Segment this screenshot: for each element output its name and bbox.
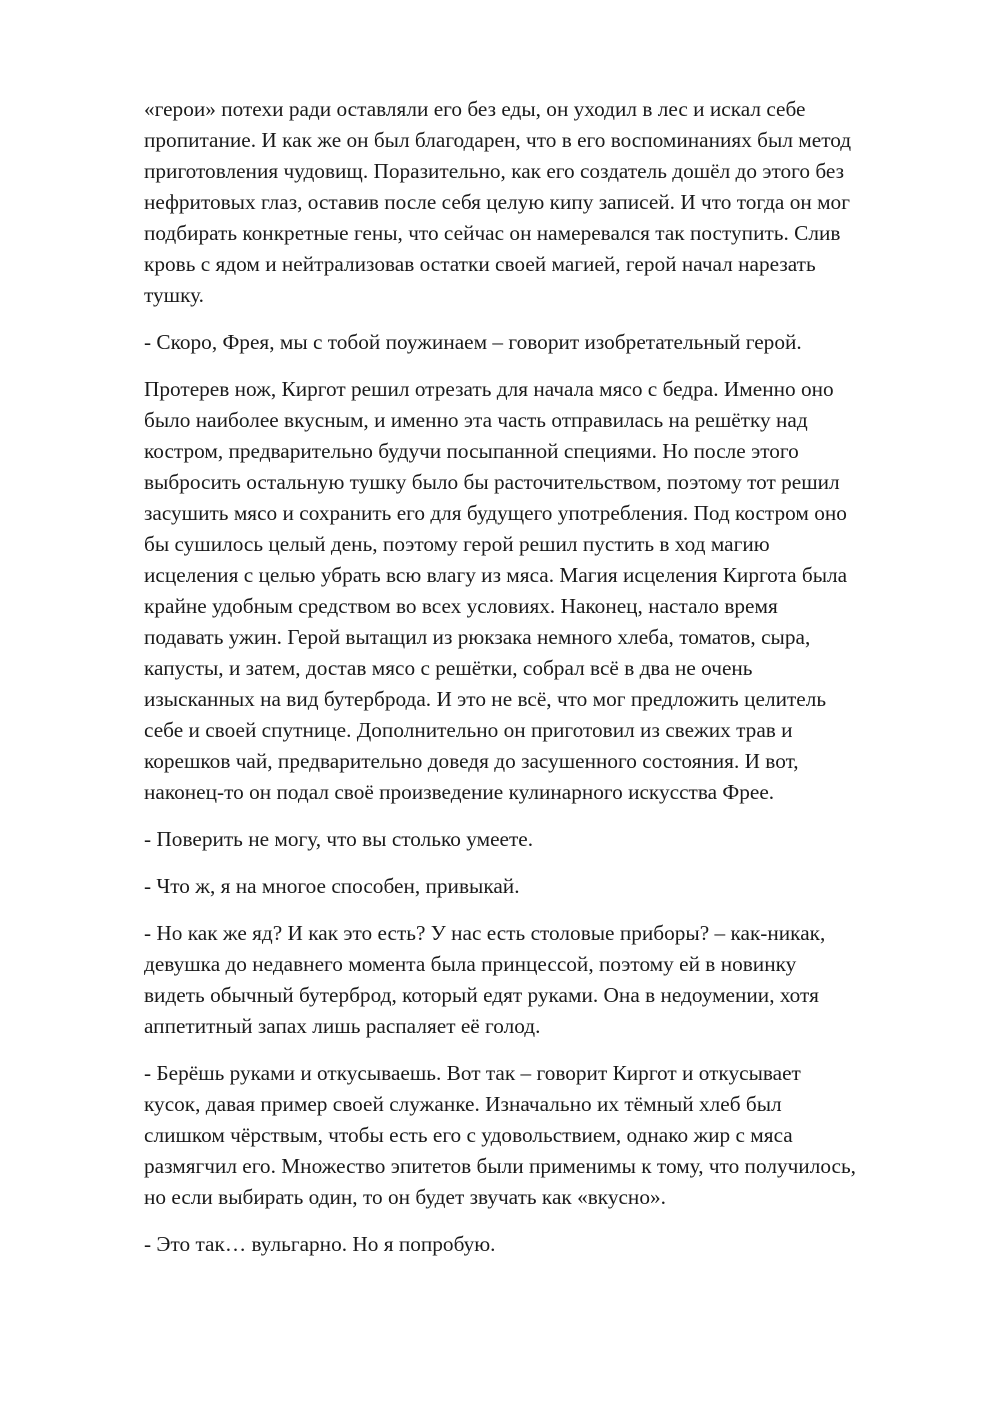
paragraph-dialogue-5 [144, 1058, 940, 1213]
text-line: исцеления с целью убрать всю влагу из мяса. Магия исцеления Киргота была [144, 563, 848, 587]
text-line: аппетитный запах лишь распаляет её голод. [144, 1014, 541, 1038]
text-line: - Скоро, Фрея, мы с тобой поужинаем – говорит изобретательный герой. [144, 330, 802, 354]
text-line: кусок, давая пример своей служанке. Изначально их тёмный хлеб был [144, 1092, 782, 1116]
text-line: - Что ж, я на многое способен, привыкай. [144, 874, 520, 898]
text-line: слишком чёрствым, чтобы есть его с удовольствием, однако жир с мяса [144, 1123, 793, 1147]
text-line: капусты, и затем, достав мясо с решётки, собрал всё в два не очень [144, 656, 753, 680]
text-line: - Поверить не могу, что вы столько умеете. [144, 827, 534, 851]
text-line: девушка до недавнего момента была принцессой, поэтому ей в новинку [144, 952, 797, 976]
text-line: подавать ужин. Герой вытащил из рюкзака немного хлеба, томатов, сыра, [144, 625, 811, 649]
paragraph-dialogue-6 [144, 1229, 940, 1260]
text-line: - Но как же яд? И как это есть? У нас есть столовые приборы? – как-никак, [144, 921, 826, 945]
text-line: костром, предварительно будучи посыпанной специями. Но после этого [144, 439, 799, 463]
paragraph-dialogue-1 [144, 327, 940, 358]
text-line: засушить мясо и сохранить его для будущего употребления. Под костром оно [144, 501, 847, 525]
paragraph-dialogue-4 [144, 918, 940, 1042]
document-page [144, 94, 940, 1276]
text-line: - Это так… вульгарно. Но я попробую. [144, 1232, 496, 1256]
text-line: кровь с ядом и нейтрализовав остатки своей магией, герой начал нарезать [144, 252, 816, 276]
text-line: но если выбирать один, то он будет звучать как «вкусно». [144, 1185, 666, 1209]
text-line: пропитание. И как же он был благодарен, что в его воспоминаниях был метод [144, 128, 852, 152]
text-line: выбросить остальную тушку было бы расточительством, поэтому тот решил [144, 470, 840, 494]
paragraph-narration-1 [144, 94, 940, 311]
text-line: корешков чай, предварительно доведя до засушенного состояния. И вот, [144, 749, 799, 773]
text-line: Протерев нож, Киргот решил отрезать для начала мясо с бедра. Именно оно [144, 377, 834, 401]
text-line: «герои» потехи ради оставляли его без еды, он уходил в лес и искал себе [144, 97, 806, 121]
text-line: подбирать конкретные гены, что сейчас он намеревался так поступить. Слив [144, 221, 841, 245]
text-line: нефритовых глаз, оставив после себя целую кипу записей. И что тогда он мог [144, 190, 850, 214]
text-line: крайне удобным средством во всех условиях. Наконец, настало время [144, 594, 778, 618]
text-line: приготовления чудовищ. Поразительно, как его создатель дошёл до этого без [144, 159, 845, 183]
paragraph-dialogue-3 [144, 871, 940, 902]
text-line: тушку. [144, 283, 204, 307]
paragraph-narration-2 [144, 374, 940, 808]
text-line: видеть обычный бутерброд, который едят руками. Она в недоумении, хотя [144, 983, 819, 1007]
text-line: было наиболее вкусным, и именно эта часть отправилась на решётку над [144, 408, 808, 432]
paragraph-dialogue-2 [144, 824, 940, 855]
text-line: изысканных на вид бутерброда. И это не всё, что мог предложить целитель [144, 687, 827, 711]
text-line: наконец-то он подал своё произведение кулинарного искусства Фрее. [144, 780, 775, 804]
text-line: себе и своей спутнице. Дополнительно он приготовил из свежих трав и [144, 718, 793, 742]
text-line: бы сушилось целый день, поэтому герой решил пустить в ход магию [144, 532, 770, 556]
text-line: размягчил его. Множество эпитетов были применимы к тому, что получилось, [144, 1154, 856, 1178]
text-line: - Берёшь руками и откусываешь. Вот так – говорит Киргот и откусывает [144, 1061, 801, 1085]
